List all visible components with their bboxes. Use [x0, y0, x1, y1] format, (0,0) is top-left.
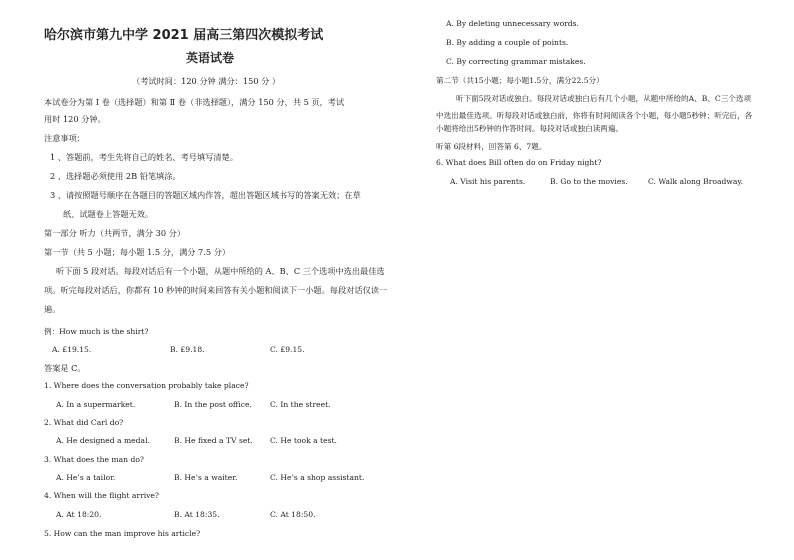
question-2: 2. What did Carl do?: [44, 418, 124, 427]
directions-line-3: 遍。: [44, 304, 61, 314]
page-title: 哈尔滨市第九中学 2021 届高三第四次模拟考试: [44, 28, 324, 43]
example-answer: 答案是 C。: [44, 363, 86, 373]
notice-item-3-cont: 纸、试题卷上答题无效。: [63, 209, 154, 219]
q3-option-c: C. He’s a shop assistant.: [270, 473, 365, 482]
material-6-heading: 听第 6段材料，回答第 6、7题。: [436, 142, 547, 151]
directions-line-1: 听下面 5 段对话。每段对话后有一个小题，从题中所给的 A、B、C 三个选项中选出最佳选: [56, 266, 385, 276]
example-option-a: A. £19.15.: [52, 345, 92, 354]
q1-option-c: C. In the street.: [270, 400, 331, 409]
notice-item-3: 3 、请按照题号顺序在各题目的答题区域内作答，超出答题区域书写的答案无效；在草: [50, 190, 361, 200]
q1-option-a: A. In a supermarket.: [56, 400, 136, 409]
exam-time-score: （考试时间：120 分钟 满分：150 分 ）: [132, 76, 281, 86]
q4-option-a: A. At 18:20.: [56, 510, 102, 519]
section1-heading: 第一节（共 5 小题；每小题 1.5 分，满分 7.5 分）: [44, 247, 231, 257]
notice-item-2: 2 、选择题必须使用 2B 铅笔填涂。: [50, 171, 181, 181]
q1-option-b: B. In the post office.: [174, 400, 252, 409]
question-4: 4. When will the flight arrive?: [44, 491, 159, 500]
q6-option-a: A. Visit his parents.: [450, 177, 526, 186]
q3-option-b: B. He’s a waiter.: [174, 473, 238, 482]
question-6: 6. What does Bill often do on Friday night?: [436, 158, 602, 167]
q3-option-a: A. He’s a tailor.: [56, 473, 116, 482]
part1-heading: 第一部分 听力（共两节，满分 30 分）: [44, 228, 186, 238]
question-3: 3. What does the man do?: [44, 455, 144, 464]
question-1: 1. Where does the conversation probably take place?: [44, 381, 249, 390]
q2-option-b: B. He fixed a TV set.: [174, 436, 253, 445]
q2-option-c: C. He took a test.: [270, 436, 337, 445]
section2-directions-2: 中选出最佳选项。听每段对话或独白前，你将有时间阅读各个小题，每小题5秒钟；听完后，各: [436, 111, 753, 120]
q6-option-b: B. Go to the movies.: [550, 177, 628, 186]
example-option-c: C. £9.15.: [270, 345, 305, 354]
notice-item-1: 1 、答题前，考生先将自己的姓名、考号填写清楚。: [50, 152, 238, 162]
section2-directions-3: 小题将给出5秒钟的作答时间。每段对话或独白读两遍。: [436, 124, 624, 133]
q6-option-c: C. Walk along Broadway.: [648, 177, 744, 186]
section2-heading: 第二节（共15小题；每小题1.5分，满分22.5分）: [436, 76, 604, 85]
directions-line-2: 项。听完每段对话后，你都有 10 秒钟的时间来回答有关小题和阅读下一小题。每段对话仅读一: [44, 285, 388, 295]
q5-option-c: C. By correcting grammar mistakes.: [446, 57, 586, 66]
intro-line-1: 本试卷分为第 Ⅰ 卷（选择题）和第 Ⅱ 卷（非选择题），满分 150 分，共 5 页，考试: [44, 97, 345, 107]
q5-option-b: B. By adding a couple of points.: [446, 38, 569, 47]
section2-directions-1: 听下面5段对话或独白。每段对话或独白后有几个小题，从题中所给的A、B、C三个选项: [456, 94, 752, 103]
notice-heading: 注意事项：: [44, 133, 85, 143]
example-question: 例：How much is the shirt?: [44, 327, 149, 336]
intro-line-2: 用时 120 分钟。: [44, 114, 106, 124]
q4-option-c: C. At 18:50.: [270, 510, 316, 519]
q4-option-b: B. At 18:35.: [174, 510, 220, 519]
q2-option-a: A. He designed a medal.: [56, 436, 150, 445]
q5-option-a: A. By deleting unnecessary words.: [446, 19, 579, 28]
question-5: 5. How can the man improve his article?: [44, 529, 201, 538]
page-subtitle: 英语试卷: [186, 51, 235, 65]
example-option-b: B. £9.18.: [170, 345, 205, 354]
